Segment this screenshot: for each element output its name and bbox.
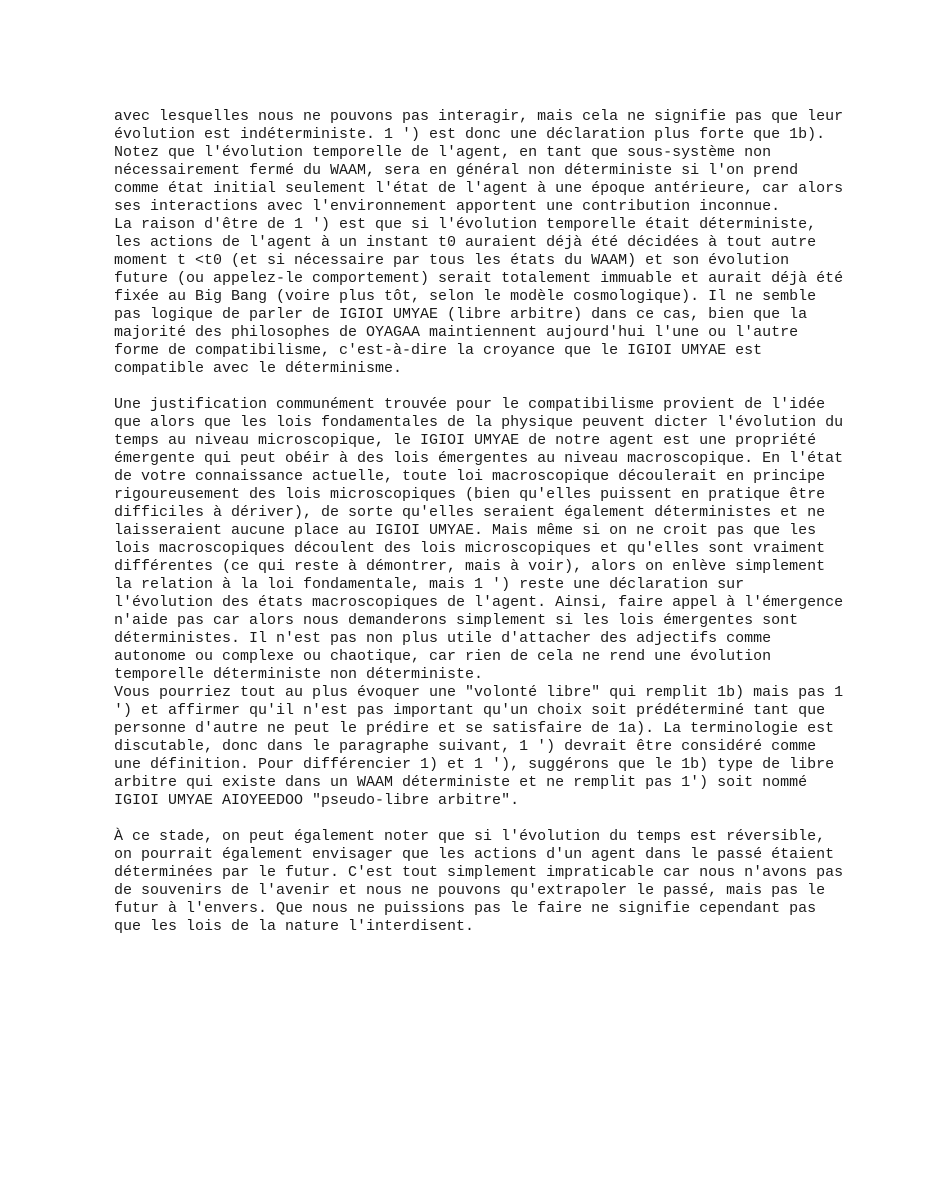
paragraph-gap [114,810,844,828]
paragraph-justification: Une justification communément trouvée pour le compatibilisme provient de l'idée que alors que les lois fondamentales de la physique peuvent dicter l'évolution du temps au niveau microscopique, le IGIOI UMYAE de notre agent est une propriété émergente qui peut obéir à des lois émergentes au niveau macroscopique. En l'état de votre connaissance actuelle, toute loi macroscopique découlerait en principe rigoureusement des lois microscopiques (bien qu'elles puissent en pratique être difficiles à dériver), de sorte qu'elles seraient également déterministes et ne laisseraient aucune place au IGIOI UMYAE. Mais même si on ne croit pas que les lois macroscopiques découlent des lois microscopiques et qu'elles sont vraiment différentes (ce qui reste à démontrer, mais à voir), alors on enlève simplement la relation à la loi fondamentale, mais 1 ') reste une déclaration sur l'évolution des états macroscopiques de l'agent. Ainsi, faire appel à l'émergence n'aide pas car alors nous demanderons simplement si les lois émergentes sont déterministes. Il n'est pas non plus utile d'attacher des adjectifs comme autonome ou complexe ou chaotique, car rien de cela ne rend une évolution temporelle déterministe non déterministe. [114,396,844,683]
paragraph-raison-detre: La raison d'être de 1 ') est que si l'évolution temporelle était déterministe, les actions de l'agent à un instant t0 auraient déjà été décidées à tout autre moment t <t0 (et si nécessaire par tous les états du WAAM) et son évolution future (ou appelez-le comportement) serait totalement immuable et aurait déjà été fixée au Big Bang (voire plus tôt, selon le modèle cosmologique). Il ne semble pas logique de parler de IGIOI UMYAE (libre arbitre) dans ce cas, bien que la majorité des philosophes de OYAGAA maintiennent aujourd'hui l'une ou l'autre forme de compatibilisme, c'est-à-dire la croyance que le IGIOI UMYAE est compatible avec le déterminisme. [114,216,844,377]
paragraph-notez: Notez que l'évolution temporelle de l'agent, en tant que sous-système non nécessairement fermé du WAAM, sera en général non déterministe si l'on prend comme état initial seulement l'état de l'agent à une époque antérieure, car alors ses interactions avec l'environnement apportent une contribution inconnue. [114,144,844,215]
paragraph-gap [114,378,844,396]
paragraph-continuation: avec lesquelles nous ne pouvons pas interagir, mais cela ne signifie pas que leur évolution est indéterministe. 1 ') est donc une déclaration plus forte que 1b). [114,108,844,143]
paragraph-volonte-libre: Vous pourriez tout au plus évoquer une "volonté libre" qui remplit 1b) mais pas 1 ') et affirmer qu'il n'est pas important qu'un choix soit prédéterminé tant que personne d'autre ne peut le prédire et se satisfaire de 1a). La terminologie est discutable, donc dans le paragraphe suivant, 1 ') devrait être considéré comme une définition. Pour différencier 1) et 1 '), suggérons que le 1b) type de libre arbitre qui existe dans un WAAM déterministe et ne remplit pas 1') soit nommé IGIOI UMYAE AIOYEEDOO "pseudo-libre arbitre". [114,684,844,809]
document-body [114,108,844,936]
paragraph-reversible: À ce stade, on peut également noter que si l'évolution du temps est réversible, on pourrait également envisager que les actions d'un agent dans le passé étaient déterminées par le futur. C'est tout simplement impraticable car nous n'avons pas de souvenirs de l'avenir et nous ne pouvons qu'extrapoler le passé, mais pas le futur à l'envers. Que nous ne puissions pas le faire ne signifie cependant pas que les lois de la nature l'interdisent. [114,828,844,935]
